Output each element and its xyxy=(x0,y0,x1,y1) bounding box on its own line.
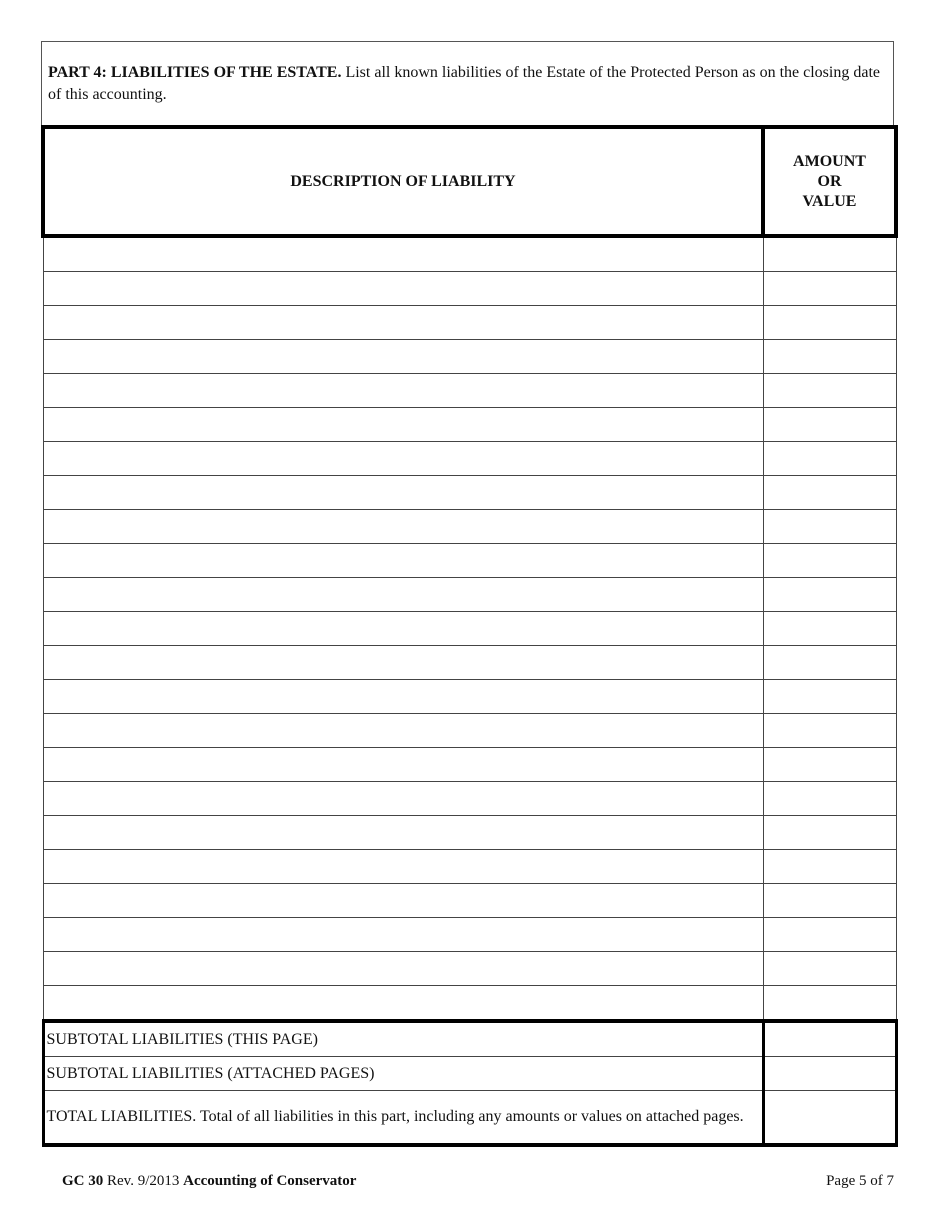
liability-amount-field[interactable] xyxy=(763,816,896,850)
liability-amount-field[interactable] xyxy=(763,612,896,646)
liability-amount-field[interactable] xyxy=(763,442,896,476)
liability-amount-field[interactable] xyxy=(763,646,896,680)
page-number: Page 5 of 7 xyxy=(826,1173,894,1189)
liability-description-field[interactable] xyxy=(43,612,763,646)
amount-header-line-3: VALUE xyxy=(802,192,857,210)
form-footer-id xyxy=(62,1173,356,1190)
total-liabilities-row xyxy=(43,1091,896,1146)
table-row xyxy=(43,510,896,544)
table-row xyxy=(43,612,896,646)
liability-description-field[interactable] xyxy=(43,578,763,612)
table-row xyxy=(43,646,896,680)
liabilities-entries xyxy=(43,236,896,1145)
liability-description-field[interactable] xyxy=(43,442,763,476)
table-row xyxy=(43,918,896,952)
table-row xyxy=(43,850,896,884)
liability-amount-field[interactable] xyxy=(763,680,896,714)
liability-amount-field[interactable] xyxy=(763,986,896,1022)
form-title: Accounting of Conservator xyxy=(183,1173,357,1189)
subtotal-this-page-label: SUBTOTAL LIABILITIES (THIS PAGE) xyxy=(43,1021,763,1057)
total-liabilities-label: TOTAL LIABILITIES. Total of all liabilities in this part, including any amounts or values on attached pages. xyxy=(43,1091,763,1146)
table-row xyxy=(43,340,896,374)
liability-amount-field[interactable] xyxy=(763,236,896,272)
liability-amount-field[interactable] xyxy=(763,884,896,918)
liability-description-field[interactable] xyxy=(43,714,763,748)
liability-description-field[interactable] xyxy=(43,952,763,986)
table-row xyxy=(43,236,896,272)
liability-amount-field[interactable] xyxy=(763,272,896,306)
liability-description-field[interactable] xyxy=(43,408,763,442)
liability-amount-field[interactable] xyxy=(763,340,896,374)
table-row xyxy=(43,816,896,850)
subtotal-attached-row xyxy=(43,1057,896,1091)
table-row xyxy=(43,442,896,476)
amount-header-line-1: AMOUNT xyxy=(793,152,866,170)
liability-description-field[interactable] xyxy=(43,850,763,884)
liability-description-field[interactable] xyxy=(43,306,763,340)
liability-description-field[interactable] xyxy=(43,918,763,952)
table-row xyxy=(43,748,896,782)
table-row xyxy=(43,884,896,918)
part-4-heading: PART 4: LIABILITIES OF THE ESTATE. xyxy=(48,64,342,81)
liability-description-field[interactable] xyxy=(43,748,763,782)
table-header-row xyxy=(43,127,896,236)
table-row xyxy=(43,680,896,714)
liability-description-field[interactable] xyxy=(43,272,763,306)
part-4-instructions xyxy=(41,41,894,125)
liability-amount-field[interactable] xyxy=(763,850,896,884)
subtotal-attached-label: SUBTOTAL LIABILITIES (ATTACHED PAGES) xyxy=(43,1057,763,1091)
table-row xyxy=(43,578,896,612)
liability-amount-field[interactable] xyxy=(763,408,896,442)
liability-description-field[interactable] xyxy=(43,816,763,850)
liability-amount-field[interactable] xyxy=(763,782,896,816)
liability-description-field[interactable] xyxy=(43,646,763,680)
liability-amount-field[interactable] xyxy=(763,306,896,340)
table-row xyxy=(43,986,896,1022)
part-4-instruction-text: List all known liabilities of the Estate of the Protected Person as on the closing date of this accounting. xyxy=(48,64,880,103)
liability-amount-field[interactable] xyxy=(763,476,896,510)
form-code: GC 30 xyxy=(62,1173,104,1189)
table-row xyxy=(43,714,896,748)
subtotal-attached-amount-field[interactable] xyxy=(763,1057,896,1091)
liability-description-field[interactable] xyxy=(43,544,763,578)
liability-amount-field[interactable] xyxy=(763,748,896,782)
liability-amount-field[interactable] xyxy=(763,544,896,578)
total-liabilities-amount-field[interactable] xyxy=(763,1091,896,1146)
form-revision: Rev. 9/2013 xyxy=(103,1173,184,1189)
liability-amount-field[interactable] xyxy=(763,714,896,748)
liability-description-field[interactable] xyxy=(43,340,763,374)
table-row xyxy=(43,544,896,578)
table-row xyxy=(43,272,896,306)
liability-description-field[interactable] xyxy=(43,374,763,408)
liability-amount-field[interactable] xyxy=(763,578,896,612)
table-row xyxy=(43,782,896,816)
description-column-header: DESCRIPTION OF LIABILITY xyxy=(43,127,763,236)
liability-description-field[interactable] xyxy=(43,782,763,816)
liability-amount-field[interactable] xyxy=(763,918,896,952)
liability-description-field[interactable] xyxy=(43,510,763,544)
liability-amount-field[interactable] xyxy=(763,952,896,986)
subtotal-this-page-row xyxy=(43,1021,896,1057)
liability-amount-field[interactable] xyxy=(763,374,896,408)
liability-description-field[interactable] xyxy=(43,236,763,272)
amount-column-header xyxy=(763,127,896,236)
amount-header-line-2: OR xyxy=(817,172,842,190)
liability-description-field[interactable] xyxy=(43,680,763,714)
table-row xyxy=(43,952,896,986)
liabilities-table xyxy=(41,125,898,1147)
liability-description-field[interactable] xyxy=(43,476,763,510)
liability-description-field[interactable] xyxy=(43,884,763,918)
table-row xyxy=(43,408,896,442)
liability-amount-field[interactable] xyxy=(763,510,896,544)
table-row xyxy=(43,306,896,340)
liability-description-field[interactable] xyxy=(43,986,763,1022)
table-row xyxy=(43,476,896,510)
table-row xyxy=(43,374,896,408)
subtotal-this-page-amount-field[interactable] xyxy=(763,1021,896,1057)
